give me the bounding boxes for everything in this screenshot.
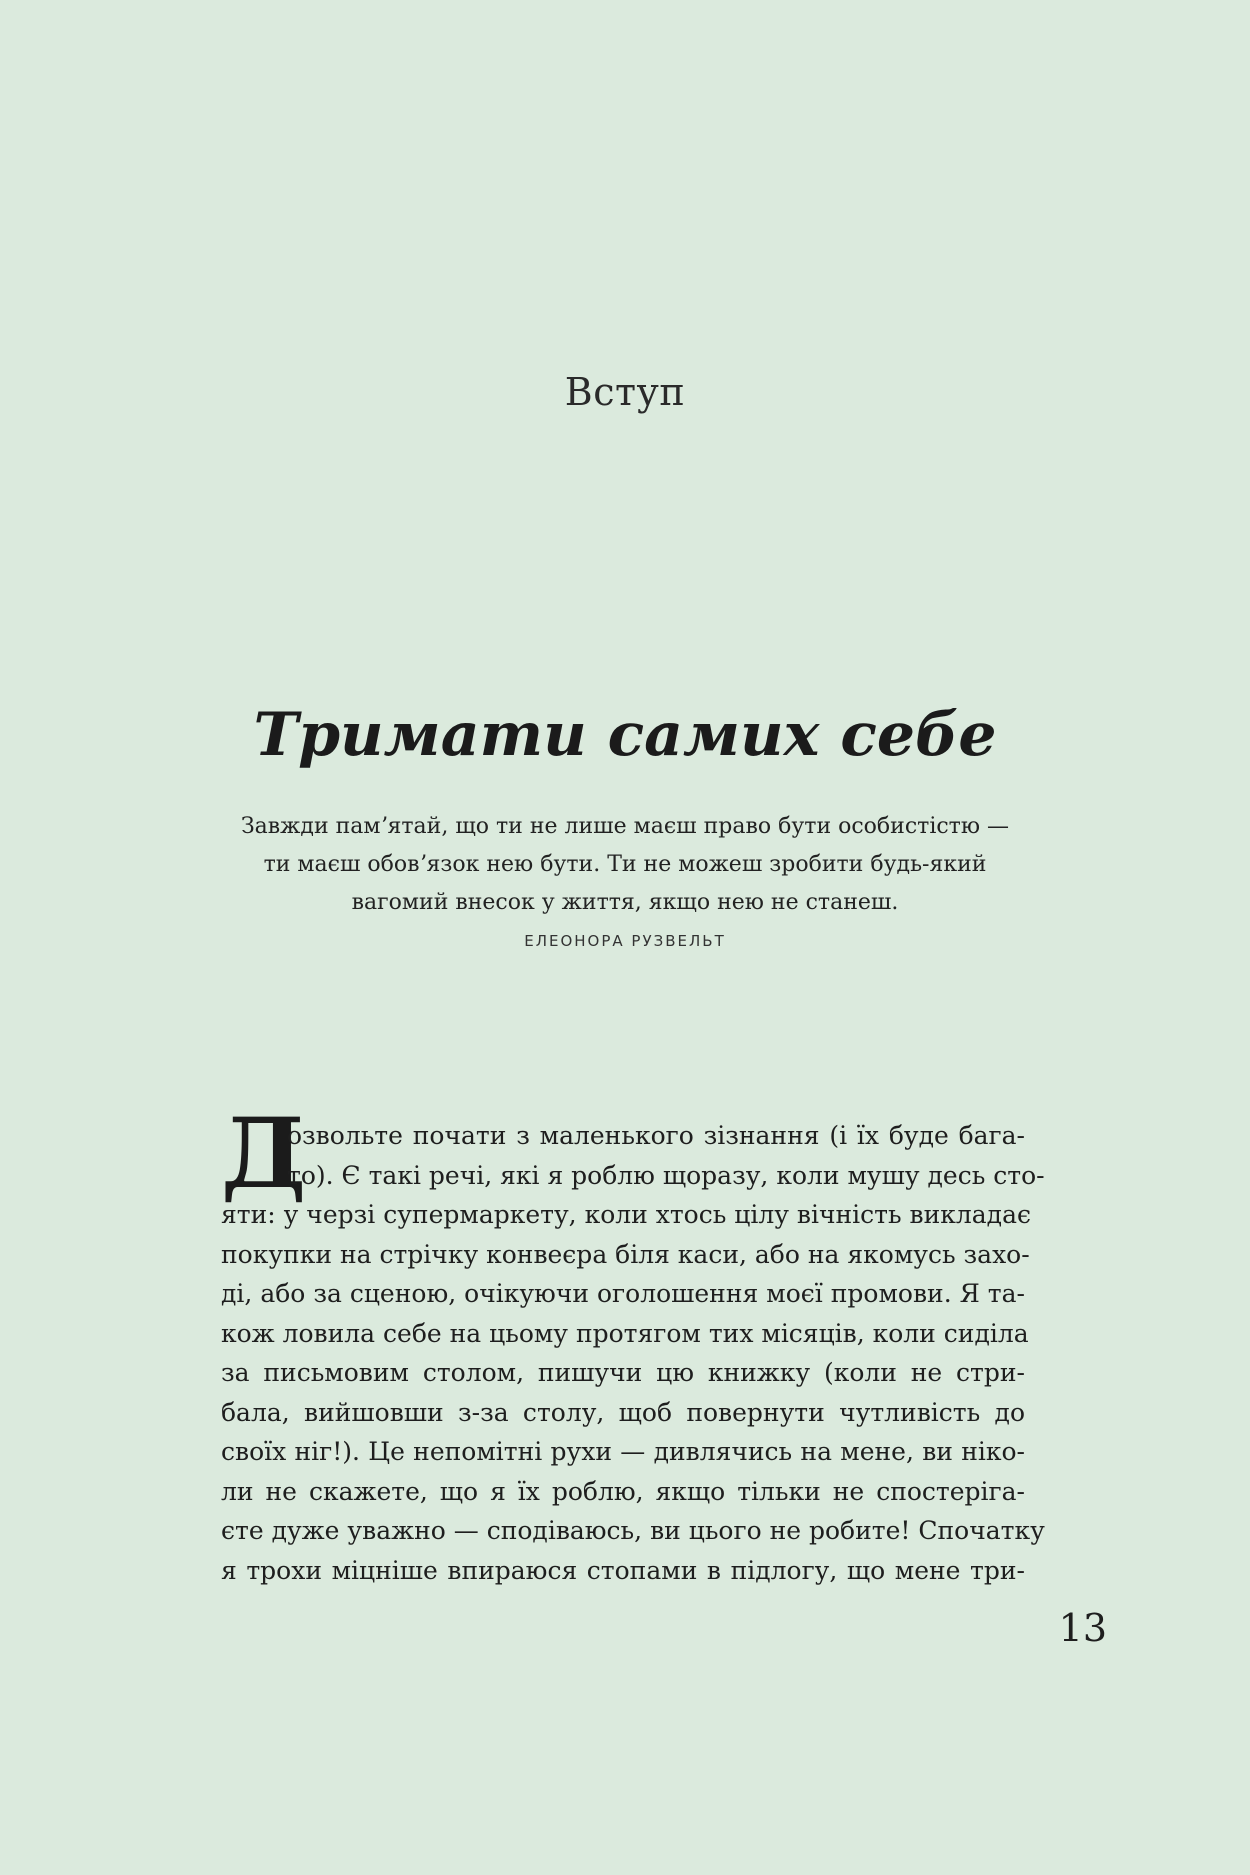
- body-line: озвольте почати з маленького зізнання (і їх буде бага-: [287, 1121, 1025, 1150]
- epigraph-quote: [200, 808, 1050, 922]
- body-line: бала, вийшовши з-за столу, щоб повернути чутливість до: [221, 1397, 1025, 1427]
- body-line: яти: у черзі супермаркету, коли хтось цілу вічність викладає: [221, 1200, 1031, 1229]
- body-line: покупки на стрічку конвеєра біля каси, або на якомусь захо-: [221, 1239, 1030, 1269]
- body-paragraph: [221, 1116, 1045, 1590]
- body-line: я трохи міцніше впираюся стопами в підлогу, що мене три-: [221, 1555, 1025, 1585]
- body-line: єте дуже уважно — сподіваюсь, ви цього не робите! Спочатку: [221, 1516, 1045, 1545]
- chapter-title: Тримати самих себе: [253, 700, 997, 770]
- body-line: ді, або за сценою, очікуючи оголошення моєї промови. Я та-: [221, 1279, 1025, 1308]
- epigraph-line: вагомий внесок у життя, якщо нею не станеш.: [351, 890, 899, 915]
- body-line: то). Є такі речі, які я роблю щоразу, коли мушу десь сто-: [287, 1160, 1045, 1190]
- page-number: 13: [1058, 1606, 1107, 1650]
- drop-cap: Д: [221, 1097, 307, 1210]
- epigraph-line: ти маєш обовʼязок нею бути. Ти не можеш зробити будь-який: [263, 852, 987, 877]
- body-line: кож ловила себе на цьому протягом тих місяців, коли сиділа: [221, 1318, 1029, 1348]
- body-line: за письмовим столом, пишучи цю книжку (коли не стри-: [221, 1358, 1025, 1387]
- body-line: своїх ніг!). Це непомітні рухи — дивлячись на мене, ви ніко-: [221, 1437, 1025, 1466]
- epigraph-line: Завжди памʼятай, що ти не лише маєш право бути особистістю —: [240, 814, 1010, 839]
- body-line: ли не скажете, що я їх роблю, якщо тільки не спостерігa-: [221, 1476, 1025, 1506]
- section-label: Вступ: [564, 370, 686, 414]
- epigraph-author: ЕЛЕОНОРА РУЗВЕЛЬТ: [524, 932, 726, 950]
